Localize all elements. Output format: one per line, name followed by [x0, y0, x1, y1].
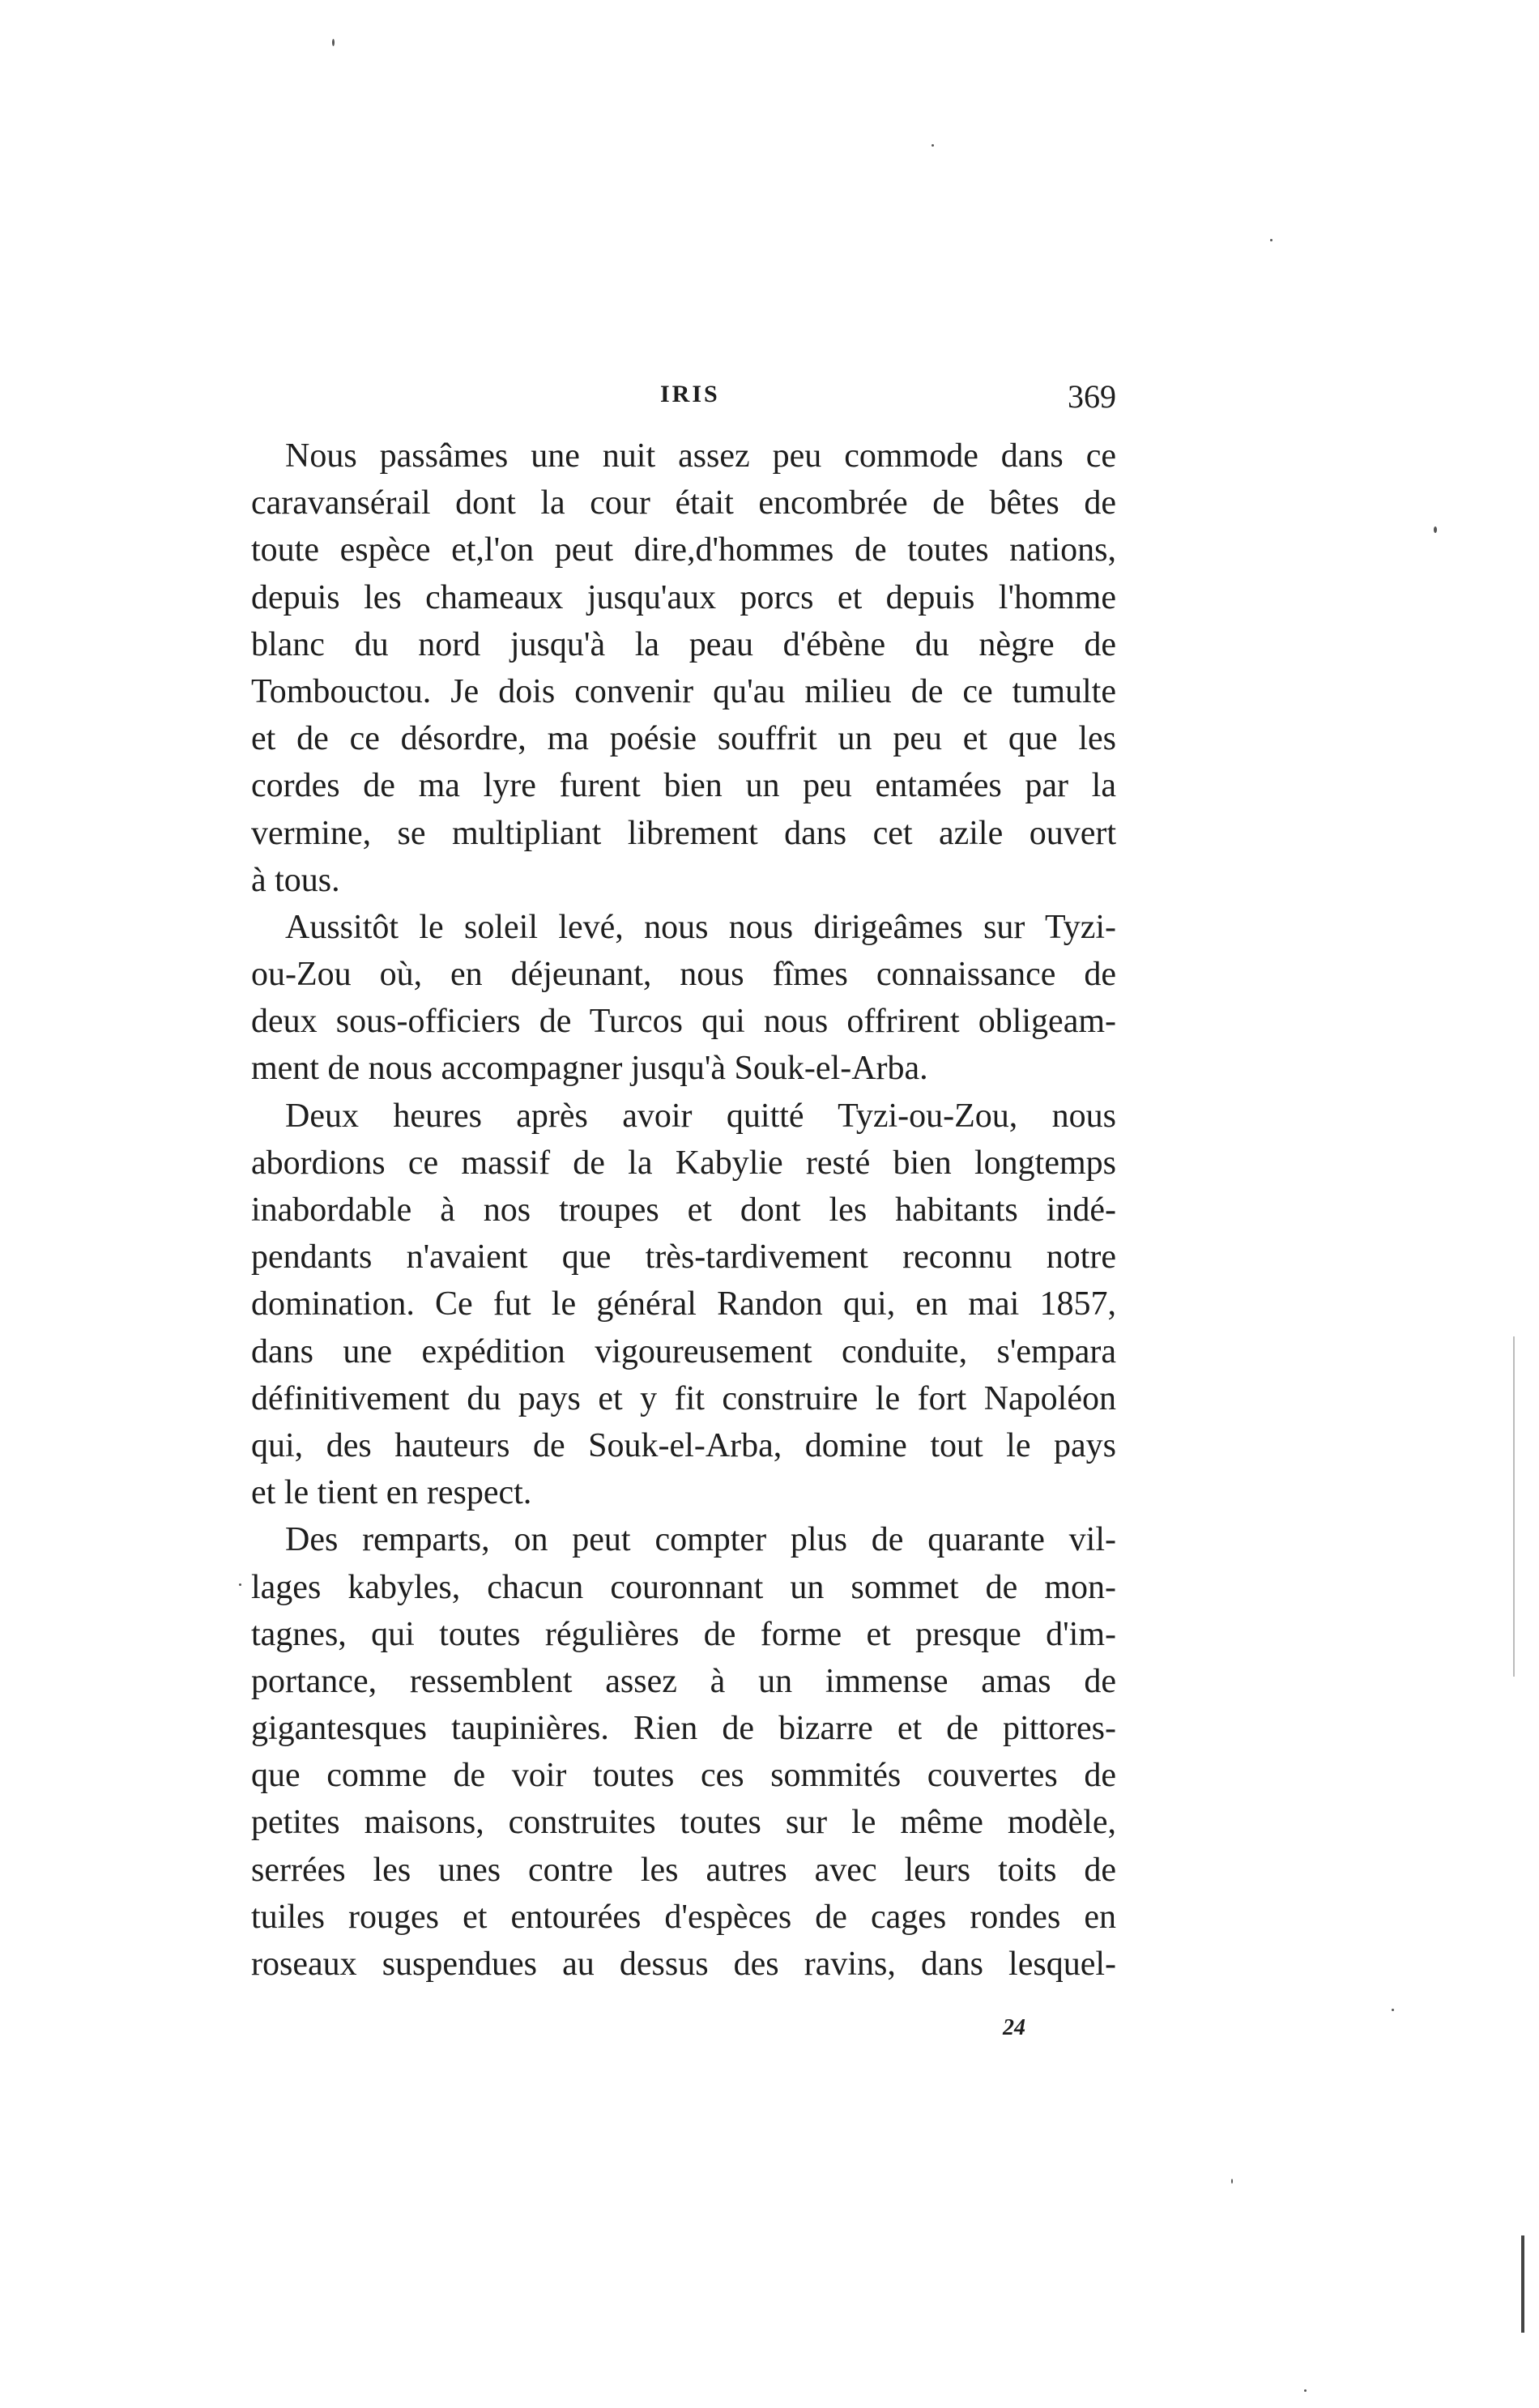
- text-line: inabordable à nos troupes et dont les habitants indé-: [251, 1191, 1116, 1229]
- scan-speck: [1270, 239, 1273, 241]
- text-line: deux sous-officiers de Turcos qui nous offrirent obligeam-: [251, 1003, 1116, 1041]
- text-line: portance, ressemblent assez à un immense amas de: [251, 1662, 1116, 1700]
- text-line: vermine, se multipliant librement dans cet azile ouvert: [251, 814, 1116, 852]
- text-line: serrées les unes contre les autres avec leurs toits de: [251, 1851, 1116, 1889]
- text-line: Aussitôt le soleil levé, nous nous dirigeâmes sur Tyzi-: [285, 908, 1116, 946]
- scan-speck: [239, 1583, 241, 1586]
- text-line: blanc du nord jusqu'à la peau d'ébène du nègre de: [251, 625, 1116, 663]
- scan-edge-mark: [1521, 2235, 1524, 2333]
- text-line: roseaux suspendues au dessus des ravins, dans lesquel-: [251, 1946, 1116, 1983]
- scan-speck: [1434, 526, 1437, 533]
- running-head: IRIS: [660, 381, 720, 407]
- text-line: dans une expédition vigoureusement conduite, s'empara: [251, 1332, 1116, 1370]
- text-line: lages kabyles, chacun couronnant un sommet de mon-: [251, 1568, 1116, 1606]
- text-line: qui, des hauteurs de Souk-el-Arba, domine tout le pays: [251, 1426, 1116, 1464]
- text-line: que comme de voir toutes ces sommités couvertes de: [251, 1757, 1116, 1795]
- text-line: abordions ce massif de la Kabylie resté bien longtemps: [251, 1144, 1116, 1182]
- text-line: ment de nous accompagner jusqu'à Souk-el-Arba.: [251, 1050, 928, 1088]
- text-line: gigantesques taupinières. Rien de bizarre et de pittores-: [251, 1710, 1116, 1748]
- text-line: petites maisons, construites toutes sur le même modèle,: [251, 1804, 1116, 1842]
- scan-edge-mark: [1513, 1336, 1515, 1677]
- text-line: et le tient en respect.: [251, 1474, 532, 1512]
- text-line: Tombouctou. Je dois convenir qu'au milieu de ce tumulte: [251, 672, 1116, 710]
- text-line: depuis les chameaux jusqu'aux porcs et depuis l'homme: [251, 578, 1116, 616]
- scan-speck: [1231, 2179, 1233, 2184]
- page-header: [251, 378, 1116, 429]
- text-line: pendants n'avaient que très-tardivement reconnu notre: [251, 1238, 1116, 1276]
- page-number: 369: [1068, 378, 1116, 415]
- text-line: Nous passâmes une nuit assez peu commode dans ce: [285, 437, 1116, 475]
- text-line: Deux heures après avoir quitté Tyzi-ou-Zou, nous: [285, 1097, 1116, 1135]
- body-text: [251, 433, 1116, 1988]
- signature-mark: 24: [1003, 2015, 1025, 2040]
- text-line: Des remparts, on peut compter plus de quarante vil-: [285, 1521, 1116, 1559]
- scan-speck: [932, 144, 934, 147]
- text-line: cordes de ma lyre furent bien un peu entamées par la: [251, 767, 1116, 805]
- text-line: et de ce désordre, ma poésie souffrit un peu et que les: [251, 720, 1116, 758]
- text-line: tuiles rouges et entourées d'espèces de cages rondes en: [251, 1898, 1116, 1936]
- scan-speck: [1392, 2009, 1394, 2011]
- text-line: toute espèce et,l'on peut dire,d'hommes de toutes nations,: [251, 531, 1116, 569]
- scan-speck: [332, 39, 335, 46]
- text-line: ou-Zou où, en déjeunant, nous fîmes connaissance de: [251, 956, 1116, 994]
- text-line: caravansérail dont la cour était encombrée de bêtes de: [251, 484, 1116, 522]
- text-line: à tous.: [251, 861, 340, 899]
- text-line: définitivement du pays et y fit construire le fort Napoléon: [251, 1379, 1116, 1417]
- text-line: domination. Ce fut le général Randon qui, en mai 1857,: [251, 1285, 1116, 1323]
- scan-speck: [1304, 2389, 1307, 2392]
- text-line: tagnes, qui toutes régulières de forme et presque d'im-: [251, 1615, 1116, 1653]
